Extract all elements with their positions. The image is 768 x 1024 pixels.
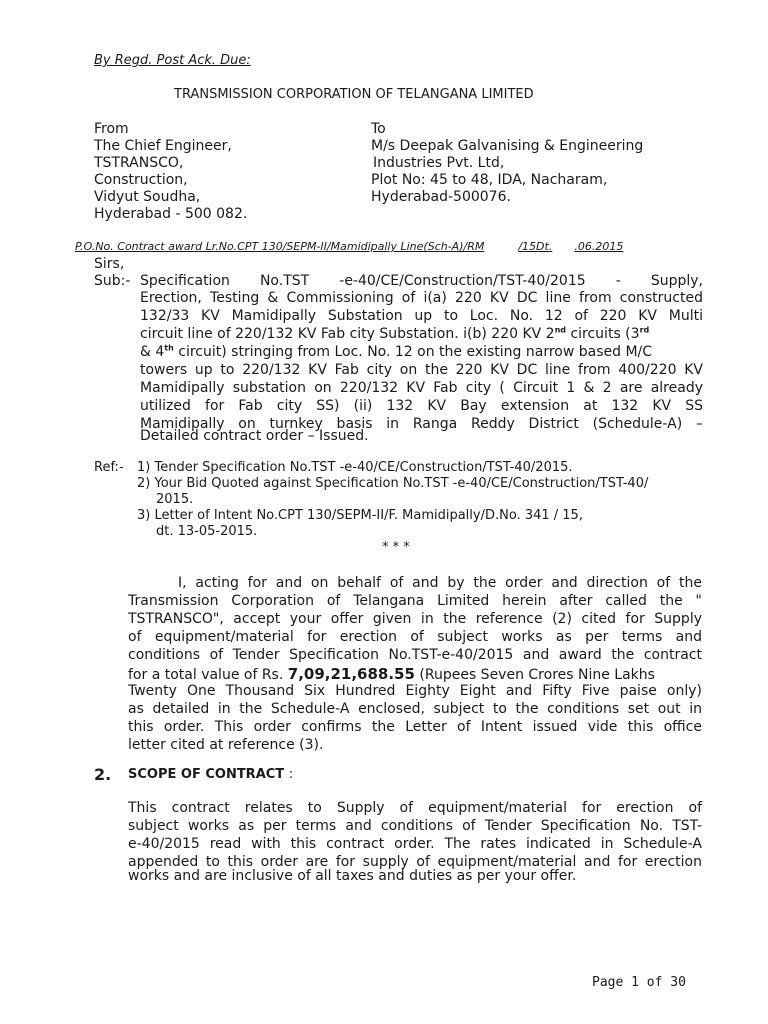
from-label: From <box>94 121 129 137</box>
subject-label: Sub:- <box>94 273 131 289</box>
scope-line: appended to this order are for supply of equipment/material and for erection <box>128 854 702 870</box>
ref-item: 2) Your Bid Quoted against Specification No.TST -e-40/CE/Construction/TST-40/ <box>137 476 649 491</box>
subject-line: circuit line of 220/132 KV Fab city Substation. i(b) 220 KV 2nd circuits (3rd <box>140 325 650 342</box>
section-number: 2. <box>94 765 112 784</box>
subject-line: utilized for Fab city SS) (ii) 132 KV Bay extension at 132 KV SS <box>140 398 703 414</box>
subject-line: Specification No.TST -e-40/CE/Construction/TST-40/2015 - Supply, <box>140 273 703 289</box>
body-line: Twenty One Thousand Six Hundred Eighty Eight and Fifty Five paise only) <box>128 683 702 699</box>
po-reference: P.O.No. Contract award Lr.No.CPT 130/SEPM-II/Mamidipally Line(Sch-A)/RM <box>75 240 485 253</box>
po-date: .06.2015 <box>574 240 624 253</box>
to-line: Industries Pvt. Ltd, <box>373 155 505 171</box>
body-line: this order. This order confirms the Letter of Intent issued vide this office <box>128 719 702 735</box>
body-line: of equipment/material for erection of subject works as per terms and <box>128 629 702 645</box>
po-number-line <box>75 240 623 253</box>
ref-item: 1) Tender Specification No.TST -e-40/CE/Construction/TST-40/2015. <box>137 460 573 475</box>
ref-item: dt. 13-05-2015. <box>156 524 258 539</box>
from-line: TSTRANSCO, <box>94 155 184 171</box>
subject-line: Mamidipally substation on 220/132 KV Fab city ( Circuit 1 & 2 are already <box>140 380 703 396</box>
body-line: as detailed in the Schedule-A enclosed, subject to the conditions set out in <box>128 701 702 717</box>
ref-item: 2015. <box>156 492 194 507</box>
ref-item: 3) Letter of Intent No.CPT 130/SEPM-II/F. Mamidipally/D.No. 341 / 15, <box>137 508 583 523</box>
scope-line: subject works as per terms and conditions of Tender Specification No. TST- <box>128 818 702 834</box>
subject-line: Erection, Testing & Commissioning of i(a) 220 KV DC line from constructed <box>140 290 703 306</box>
scope-line: e-40/2015 read with this contract order. The rates indicated in Schedule-A <box>128 836 702 852</box>
section-heading: SCOPE OF CONTRACT : <box>128 767 294 782</box>
body-line: I, acting for and on behalf of and by the order and direction of the <box>178 575 702 591</box>
scope-line: works and are inclusive of all taxes and duties as per your offer. <box>128 868 577 884</box>
subject-line: Mamidipally on turnkey basis in Ranga Reddy District (Schedule-A) – <box>140 416 703 432</box>
subject-line: Detailed contract order – Issued. <box>140 428 369 444</box>
organization-title: TRANSMISSION CORPORATION OF TELANGANA LIMITED <box>174 87 534 102</box>
subject-line: towers up to 220/132 KV Fab city on the 220 KV DC line from 400/220 KV <box>140 362 703 378</box>
body-line: letter cited at reference (3). <box>128 737 324 753</box>
to-line: Plot No: 45 to 48, IDA, Nacharam, <box>371 172 608 188</box>
body-line: Transmission Corporation of Telangana Limited herein after called the " <box>128 593 702 609</box>
to-label: To <box>371 121 386 137</box>
to-line: Hyderabad-500076. <box>371 189 511 205</box>
from-line: Hyderabad - 500 082. <box>94 206 248 222</box>
scope-line: This contract relates to Supply of equipment/material for erection of <box>128 800 702 816</box>
page-number: Page 1 of 30 <box>592 975 686 990</box>
contract-amount: 7,09,21,688.55 <box>287 665 415 683</box>
salutation: Sirs, <box>94 256 125 272</box>
from-line: Construction, <box>94 172 188 188</box>
from-line: Vidyut Soudha, <box>94 189 201 205</box>
separator: * * * <box>382 540 410 555</box>
body-line: for a total value of Rs. 7,09,21,688.55 (Rupees Seven Crores Nine Lakhs <box>128 665 655 683</box>
subject-line: & 4th circuit) stringing from Loc. No. 12 on the existing narrow based M/C <box>140 343 653 360</box>
regd-post-note: By Regd. Post Ack. Due: <box>94 53 251 68</box>
po-year: /15Dt. <box>518 240 553 253</box>
body-line: TSTRANSCO", accept your offer given in the reference (2) cited for Supply <box>128 611 702 627</box>
subject-line: 132/33 KV Mamidipally Substation up to Loc. No. 12 of 220 KV Multi <box>140 308 703 324</box>
ref-label: Ref:- <box>94 460 124 475</box>
body-line: conditions of Tender Specification No.TST-e-40/2015 and award the contract <box>128 647 702 663</box>
to-line: M/s Deepak Galvanising & Engineering <box>371 138 644 154</box>
from-line: The Chief Engineer, <box>94 138 232 154</box>
